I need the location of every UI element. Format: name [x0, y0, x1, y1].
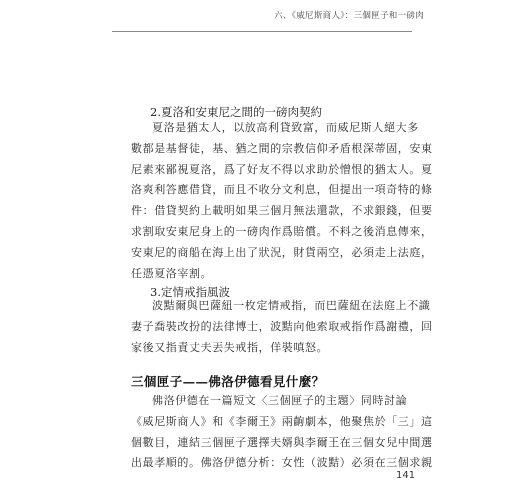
section-3-title: 3.定情戒指風波: [150, 285, 230, 299]
text-line: 《威尼斯商人》和《李爾王》兩齣劇本，他聚焦於「三」這: [131, 414, 433, 428]
text-line: 夏洛是猶太人，以放高利貸致富，而威尼斯人絕大多: [152, 121, 419, 134]
text-line: 尼素來鄙視夏洛，爲了好友不得以求助於憎恨的猶太人。夏: [131, 162, 433, 176]
text-line: 件：借貸契約上載明如果三個月無法還款，不求銀錢，但要: [131, 204, 433, 218]
page-number: 141: [396, 470, 416, 481]
text-line: 求割取安東尼身上的一磅肉作爲賠償。不料之後消息傳來，: [131, 224, 433, 238]
text-line: 安東尼的商船在海上出了狀況，財貨兩空，必須走上法庭，: [131, 245, 433, 259]
text-line: 洛爽利答應借貸，而且不收分文利息，但提出一項奇特的條: [131, 183, 433, 197]
text-line: 家後又指責丈夫丟失戒指，佯裝嗔怒。: [131, 340, 329, 354]
section-2-paragraph: [131, 118, 433, 284]
text-line: 任憑夏洛宰割。: [131, 266, 213, 280]
header-rule: [112, 31, 412, 32]
freud-paragraph: [131, 391, 433, 474]
running-header: 六、《威尼斯商人》：三個匣子和一磅肉: [274, 11, 424, 21]
section-2-title: 2.夏洛和安東尼之間的一磅肉契約: [150, 105, 322, 119]
text-line: 個數目，連結三個匣子選擇夫婿與李爾王在三個女兒中間選: [131, 435, 433, 449]
text-line: 出最孝順的。佛洛伊德分析：女性（波黠）必須在三個求親: [131, 456, 433, 470]
text-line: 妻子喬裝改扮的法律博士，波黠向他索取戒指作爲謝禮，回: [131, 319, 433, 333]
text-line: 波黠爾與巴薩紐一枚定情戒指，而巴薩紐在法庭上不識: [152, 299, 431, 312]
text-line: 佛洛伊德在一篇短文〈三個匣子的主題〉同時討論: [152, 394, 408, 407]
section-3-paragraph: [131, 296, 433, 358]
text-line: 數都是基督徒，基、猶之間的宗教信仰矛盾根深蒂固，安東: [131, 141, 433, 155]
chapter-subheading: 三個匣子——佛洛伊德看見什麼？: [131, 374, 325, 389]
